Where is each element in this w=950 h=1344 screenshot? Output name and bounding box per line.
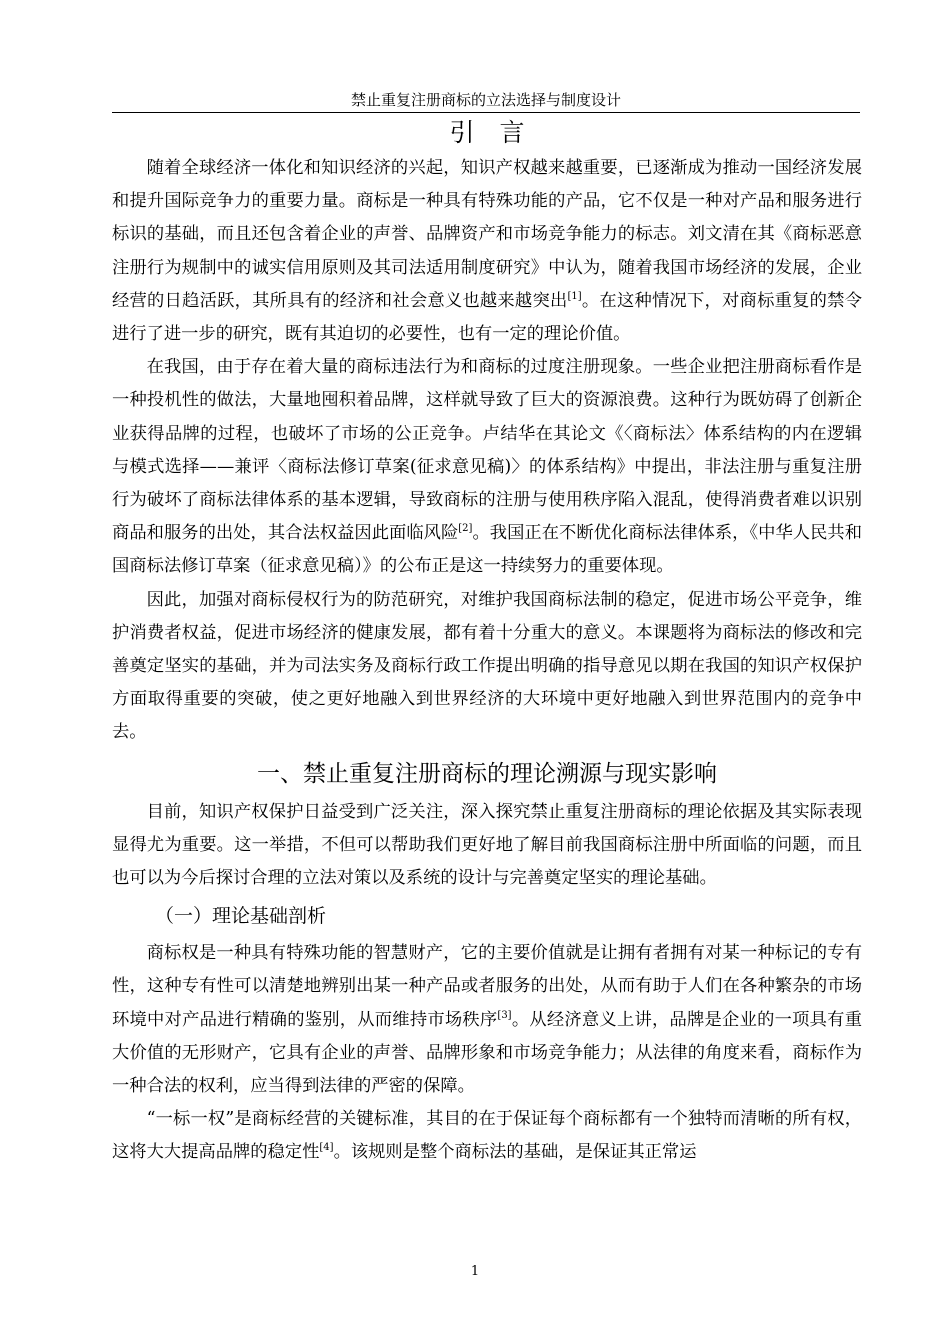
- intro-paragraph-1: [112, 152, 862, 351]
- text-run: 随着全球经济一体化和知识经济的兴起，知识产权越来越重要，已逐渐成为推动一国经济发展和提升国际竞争力的重要力量。商标是一种具有特殊功能的产品，它不仅是一种对产品和服务进行标识的基础，而且还包含着企业的声誉、品牌资产和市场竞争能力的标志。刘文清在其《商标恶意注册行为规制中的诚实信用原则及其司法适用制度研究》中认为，随着我国市场经济的发展，企业经营的日趋活跃，其所具有的经济和社会意义也越来越突出: [112, 158, 862, 311]
- section-heading: （一）理论基础剖析: [155, 905, 327, 928]
- text-run: 。该规则是整个商标法的基础，是保证其正常运: [333, 1142, 697, 1163]
- text-run: 。我国正在不断优化商标法律体系，《中华人民共和国商标法修订草案（征求意见稿）》的公布正是这一持续努力的重要体现。: [112, 523, 862, 577]
- section-paragraph-1: [112, 937, 862, 1103]
- intro-paragraph-2: [112, 351, 862, 583]
- text-run: 商标权是一种具有特殊功能的智慧财产，它的主要价值就是让拥有者拥有对某一种标记的专有性，这种专有性可以清楚地辨别出某一种产品或者服务的出处，从而有助于人们在各种繁杂的市场环境中对产品进行精确的鉴别，从而维持市场秩序: [112, 943, 862, 1030]
- intro-heading: 引 言: [449, 118, 525, 147]
- text-run: “一标一权”是商标经营的关键标准，其目的在于保证每个商标都有一个独特而清晰的所有权，这将大大提高品牌的稳定性: [112, 1109, 862, 1163]
- section-paragraph-2: [112, 1103, 862, 1169]
- intro-paragraph-3: 因此，加强对商标侵权行为的防范研究，对维护我国商标法制的稳定，促进市场公平竞争，维护消费者权益，促进市场经济的健康发展，都有着十分重大的意义。本课题将为商标法的修改和完善奠定坚实的基础，并为司法实务及商标行政工作提出明确的指导意见以期在我国的知识产权保护方面取得重要的突破，使之更好地融入到世界经济的大环境中更好地融入到世界范围内的竞争中去。: [112, 589, 862, 743]
- chapter-paragraph-1: 目前，知识产权保护日益受到广泛关注，深入探究禁止重复注册商标的理论依据及其实际表现显得尤为重要。这一举措，不但可以帮助我们更好地了解目前我国商标注册中所面临的问题，而且也可以为今后探讨合理的立法对策以及系统的设计与完善奠定坚实的理论基础。: [112, 801, 862, 889]
- chapter-heading: 一、禁止重复注册商标的理论溯源与现实影响: [257, 760, 717, 787]
- text-run: 。从经济意义上讲，品牌是企业的一项具有重大价值的无形财产，它具有企业的声誉、品牌形象和市场竞争能力；从法律的角度来看，商标作为一种合法的权利，应当得到法律的严密的保障。: [112, 1009, 862, 1097]
- body-text: [112, 114, 862, 1170]
- citation-ref: [2]: [458, 523, 473, 535]
- text-run: 。在这种情况下，对商标重复的禁令进行了进一步的研究，既有其迫切的必要性，也有一定的理论价值。: [112, 290, 862, 345]
- text-run: 在我国，由于存在着大量的商标违法行为和商标的过度注册现象。一些企业把注册商标看作是一种投机性的做法，大量地囤积着品牌，这样就导致了巨大的资源浪费。这种行为既妨碍了创新企业获得品牌的过程，也破坏了市场的公正竞争。卢结华在其论文《〈商标法〉体系结构的内在逻辑与模式选择——兼评〈商标法修订草案(征求意见稿)〉的体系结构》中提出，非法注册与重复注册行为破坏了商标法律体系的基本逻辑，导致商标的注册与使用秩序陷入混乱，使得消费者难以识别商品和服务的出处，其合法权益因此面临风险: [112, 357, 862, 544]
- header-rule: [112, 112, 860, 113]
- running-header: 禁止重复注册商标的立法选择与制度设计: [350, 91, 621, 109]
- citation-ref: [4]: [319, 1142, 334, 1154]
- citation-ref: [3]: [497, 1009, 512, 1021]
- page-number: 1: [470, 1264, 480, 1279]
- citation-ref: [1]: [567, 291, 582, 303]
